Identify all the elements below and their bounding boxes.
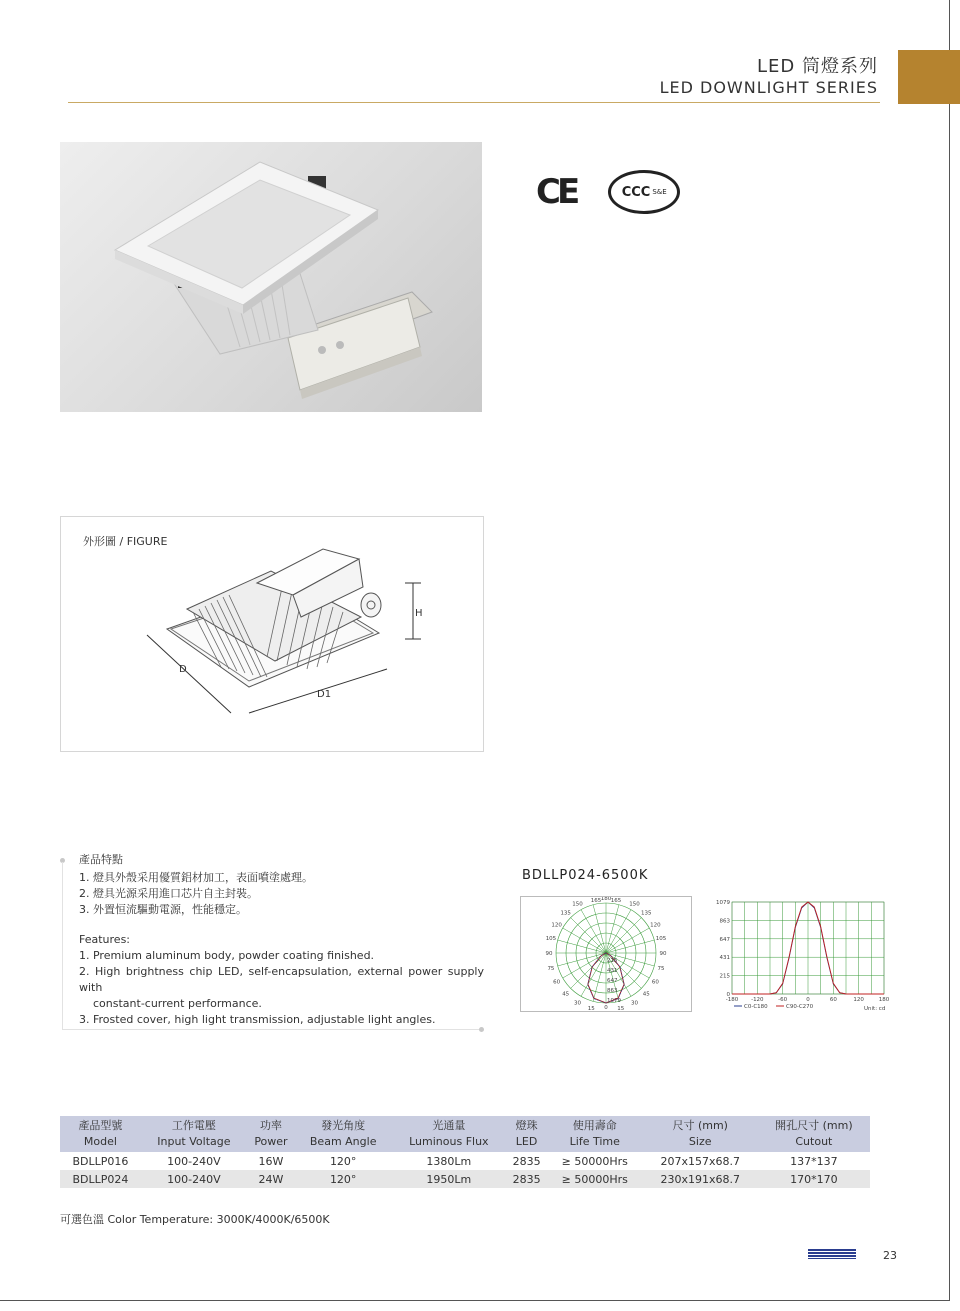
curve-y-tick: 863 [719,918,730,925]
dim-h-label: H [415,608,423,619]
curve-y-tick: 647 [719,936,730,943]
features-en-item: 1. Premium aluminum body, powder coating finished. [79,949,375,962]
features-en-item: 3. Frosted cover, high light transmission, adjustable light angles. [79,1013,436,1026]
features-cn-heading: 產品特點 [79,853,123,866]
features-en-item: 2. High brightness chip LED, self-encapsulation, external power supply with [79,965,484,994]
table-cell: 207x157x68.7 [643,1152,758,1170]
polar-angle-label: 120 [650,922,661,929]
polar-spoke [563,928,606,953]
polar-spoke [581,953,606,996]
polar-angle-label: 105 [655,936,667,943]
ccc-mark-sub: S&E [652,188,667,196]
polar-spoke [606,910,631,953]
polar-spoke [563,953,606,978]
curve-x-tick: 120 [853,997,864,1003]
polar-ring-label: 1079 [607,998,621,1004]
polar-angle-label: 75 [547,965,555,972]
table-cell: 1950Lm [391,1170,506,1188]
curve-y-tick: 215 [719,973,730,980]
polar-angle-label: 120 [551,922,562,929]
features-cn-item: 1. 燈具外殼采用優質鋁材加工，表面噴塗處理。 [79,871,313,884]
ccc-mark-text: CCC [621,184,651,200]
figure-dimension-drawing [61,517,483,751]
table-header-cell: 燈珠 LED [506,1116,547,1152]
table-cell: 2835 [506,1152,547,1170]
table-header-cell: 光通量 Luminous Flux [391,1116,506,1152]
page-title-en: LED DOWNLIGHT SERIES [659,78,878,97]
table-header-cell: 產品型號 Model [60,1116,141,1152]
curve-legend-label: C90-C270 [786,1004,814,1010]
curve-x-tick: 180 [878,997,890,1003]
polar-angle-label: 45 [642,991,650,998]
polar-angle-label: 150 [572,901,583,908]
polar-angle-label: 105 [545,936,557,943]
bmc-logo-icon [808,1248,856,1260]
intensity-curve-svg [706,896,892,1018]
table-row [60,1152,870,1170]
table-cell: 2835 [506,1170,547,1188]
table-header-cell: 發光角度 Beam Angle [295,1116,391,1152]
curve-y-tick: 0 [726,992,730,998]
table-header-cell: 功率 Power [247,1116,295,1152]
curve-x-tick: -60 [778,997,788,1003]
product-photo [60,142,482,412]
polar-diagram [520,896,692,1012]
polar-angle-label: 30 [574,1000,581,1007]
intensity-curve-chart [706,896,892,1018]
table-cell: 137*137 [758,1152,870,1170]
features-cn-item: 2. 燈具光源采用進口芯片自主封裝。 [79,887,258,900]
dim-d-label: D [179,664,187,675]
polar-spoke [581,910,606,953]
polar-angle-label: 135 [560,910,571,917]
features-section [79,852,484,1028]
polar-diagram-svg [521,897,691,1011]
table-cell: 100-240V [141,1170,247,1188]
polar-spoke [606,953,649,978]
polar-ring-label: 431 [607,968,618,974]
color-temperature-note: 可選色溫 Color Temperature: 3000K/4000K/6500K [60,1213,330,1226]
decorative-rule [62,1029,482,1030]
table-cell: 120° [295,1170,391,1188]
curve-y-tick: 431 [719,955,730,962]
curve-unit-label: Unit: cd [864,1006,886,1012]
polar-spoke [606,928,649,953]
polar-ring-label: 647 [607,978,618,984]
table-cell: 230x191x68.7 [643,1170,758,1188]
table-cell: ≥ 50000Hrs [547,1170,643,1188]
polar-angle-label: 30 [631,1000,638,1007]
polar-ring-label: 215 [607,958,618,964]
curve-y-tick: 1079 [716,900,730,906]
table-header-cell: 開孔尺寸 (mm) Cutout [758,1116,870,1152]
table-header-cell: 使用壽命 Life Time [547,1116,643,1152]
table-cell: 170*170 [758,1170,870,1188]
polar-angle-label: 135 [641,910,652,917]
polar-angle-label: 165 [610,898,622,904]
spec-table [60,1116,870,1188]
polar-angle-label: 45 [562,991,570,998]
table-cell: 120° [295,1152,391,1170]
certification-marks [536,170,680,214]
table-row [60,1170,870,1188]
table-header-cell: 工作電壓 Input Voltage [141,1116,247,1152]
polar-angle-label: 60 [553,979,561,986]
header-rule [68,102,880,103]
table-cell: BDLLP024 [60,1170,141,1188]
curve-x-tick: -120 [751,997,764,1003]
page-number: 23 [883,1249,897,1262]
polar-angle-label: 15 [587,1006,595,1011]
curve-x-tick: -180 [725,997,739,1003]
ccc-mark-icon [608,170,680,214]
photometry-model-title: BDLLP024-6500K [522,868,649,883]
polar-angle-label: 90 [659,951,667,957]
polar-angle-label: 75 [657,965,665,972]
polar-angle-label: 180 [600,897,612,902]
decorative-rule [62,862,63,1030]
curve-x-tick: 0 [806,997,810,1003]
ce-mark-icon: CE [536,172,577,212]
table-cell: 16W [247,1152,295,1170]
polar-angle-label: 150 [629,901,640,908]
curve-legend-label: C0-C180 [744,1004,768,1010]
polar-angle-label: 0 [604,1005,608,1011]
table-header-row [60,1116,870,1152]
figure-panel [60,516,484,752]
downlight-photo-illustration [60,142,482,412]
table-cell: 1380Lm [391,1152,506,1170]
features-en-item: constant-current performance. [93,997,262,1010]
table-cell: 100-240V [141,1152,247,1170]
polar-angle-label: 15 [617,1006,625,1011]
polar-angle-label: 60 [651,979,659,986]
dim-d1-label: D1 [317,689,332,700]
section-tab [898,50,960,104]
page-title-cn: LED 筒燈系列 [757,56,878,77]
curve-x-tick: 60 [829,997,837,1003]
figure-label: 外形圖 / FIGURE [83,535,168,548]
features-cn-item: 3. 外置恒流驅動電源，性能穩定。 [79,903,247,916]
table-cell: 24W [247,1170,295,1188]
polar-angle-label: 165 [590,898,602,904]
polar-spoke [571,918,606,953]
polar-spoke [606,918,641,953]
table-cell: ≥ 50000Hrs [547,1152,643,1170]
features-en-heading: Features: [79,933,131,946]
table-header-cell: 尺寸 (mm) Size [643,1116,758,1152]
table-cell: BDLLP016 [60,1152,141,1170]
polar-ring-label: 863 [607,988,618,994]
polar-angle-label: 90 [545,951,553,957]
